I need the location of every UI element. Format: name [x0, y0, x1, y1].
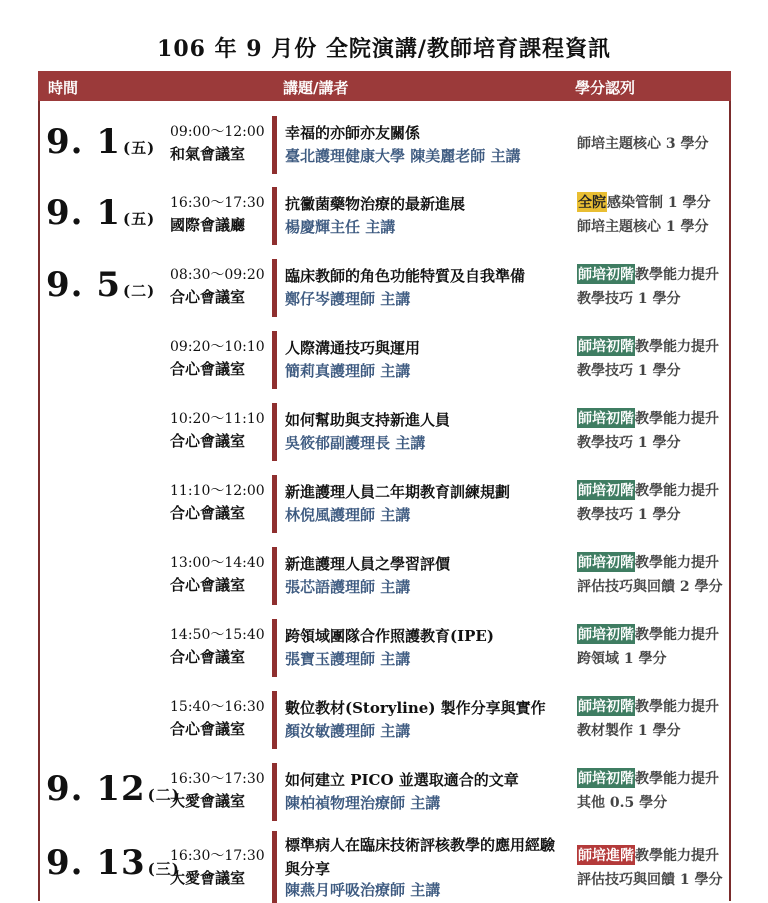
session-room: 合心會議室	[170, 720, 246, 738]
session-row	[40, 831, 729, 903]
session-credit-detail: 教學技巧 1 學分	[577, 363, 681, 379]
session-credit-detail: 評估技巧與回饋 2 學分	[577, 579, 723, 595]
session-credit-category: 師培初階教學能力提升	[577, 264, 719, 284]
row-divider	[272, 403, 277, 461]
session-credit-detail: 其他 0.5 學分	[577, 795, 668, 811]
row-divider	[272, 475, 277, 533]
session-room: 合心會議室	[170, 648, 246, 666]
session-credit-detail: 教材製作 1 學分	[577, 723, 681, 739]
session-topic: 如何建立 PICO 並選取適合的文章	[285, 771, 519, 789]
session-row	[40, 259, 729, 321]
session-time: 09:00～12:00	[170, 124, 265, 140]
row-divider	[272, 187, 277, 245]
session-credit-detail: 評估技巧與回饋 1 學分	[577, 872, 723, 888]
table-right-border	[729, 101, 731, 901]
session-room: 大愛會議室	[170, 792, 246, 810]
session-row	[40, 619, 729, 681]
session-room: 合心會議室	[170, 432, 246, 450]
session-time: 10:20～11:10	[170, 411, 265, 427]
session-weekday: (二)	[123, 282, 156, 300]
session-topic: 如何幫助與支持新進人員	[285, 411, 451, 429]
session-credit-category: 師培初階教學能力提升	[577, 480, 719, 500]
session-credit-detail: 教學技巧 1 學分	[577, 291, 681, 307]
session-credit-category: 師培初階教學能力提升	[577, 768, 719, 788]
row-divider	[272, 331, 277, 389]
row-divider	[272, 547, 277, 605]
session-room: 大愛會議室	[170, 869, 246, 887]
session-weekday: (二)	[147, 786, 180, 804]
session-weekday: (五)	[123, 139, 156, 157]
session-speaker: 鄭仔岑護理師 主講	[285, 290, 411, 308]
session-credit-detail: 教學技巧 1 學分	[577, 507, 681, 523]
session-weekday: (三)	[147, 860, 180, 878]
credit-badge: 師培進階	[577, 845, 635, 865]
session-time: 11:10～12:00	[170, 483, 265, 499]
session-speaker: 張芯語護理師 主講	[285, 578, 411, 596]
session-credit-detail: 師培主題核心 1 學分	[577, 219, 709, 235]
session-speaker: 張寶玉護理師 主講	[285, 650, 411, 668]
session-time: 08:30～09:20	[170, 267, 265, 283]
session-row	[40, 116, 729, 178]
session-credit-category: 師培初階教學能力提升	[577, 696, 719, 716]
page-title: 106 年 9 月份 全院演講/教師培育課程資訊	[157, 36, 611, 62]
session-date: 9. 1 (五)	[46, 122, 156, 162]
session-topic: 標準病人在臨床技術評核教學的應用經驗與分享	[285, 836, 556, 878]
session-credit-category: 師培初階教學能力提升	[577, 336, 719, 356]
session-speaker: 陳柏禎物理治療師 主講	[285, 794, 441, 812]
session-speaker: 臺北護理健康大學 陳美麗老師 主講	[285, 147, 521, 165]
session-row	[40, 547, 729, 609]
session-topic: 跨領域團隊合作照護教育(IPE)	[285, 627, 494, 645]
session-time: 16:30～17:30	[170, 195, 265, 211]
session-speaker: 陳燕月呼吸治療師 主講	[285, 881, 441, 899]
session-row	[40, 475, 729, 537]
header-credit: 學分認列	[575, 79, 636, 97]
session-room: 合心會議室	[170, 504, 246, 522]
session-room: 合心會議室	[170, 360, 246, 378]
session-speaker: 林倪風護理師 主講	[285, 506, 411, 524]
session-topic: 新進護理人員之學習評價	[285, 555, 451, 573]
session-time: 15:40～16:30	[170, 699, 265, 715]
session-speaker: 楊慶輝主任 主講	[285, 218, 396, 236]
session-credit-detail: 跨領域 1 學分	[577, 651, 667, 667]
session-date: 9. 1 (五)	[46, 193, 156, 233]
session-credit-category: 全院感染管制 1 學分	[577, 192, 711, 212]
header-time: 時間	[48, 79, 79, 97]
session-speaker: 吳筱郁副護理長 主講	[285, 434, 426, 452]
session-date: 9. 13 (三)	[46, 843, 180, 883]
row-divider	[272, 619, 277, 677]
session-time: 09:20～10:10	[170, 339, 265, 355]
session-credit-category: 師培初階教學能力提升	[577, 624, 719, 644]
session-room: 和氣會議室	[170, 145, 246, 163]
session-date: 9. 5 (二)	[46, 265, 156, 305]
credit-badge: 師培初階	[577, 768, 635, 788]
session-row	[40, 763, 729, 825]
session-topic: 新進護理人員二年期教育訓練規劃	[285, 483, 511, 501]
session-credit: 師培主題核心 3 學分	[577, 136, 709, 152]
session-topic: 抗黴菌藥物治療的最新進展	[285, 195, 466, 213]
row-divider	[272, 259, 277, 317]
credit-badge: 師培初階	[577, 336, 635, 356]
session-row	[40, 691, 729, 753]
credit-badge: 師培初階	[577, 480, 635, 500]
session-credit-category: 師培進階教學能力提升	[577, 845, 719, 865]
header-topic: 講題/講者	[283, 79, 349, 97]
session-row	[40, 331, 729, 393]
session-speaker: 顏汝敏護理師 主講	[285, 722, 411, 740]
session-room: 合心會議室	[170, 288, 246, 306]
credit-badge: 師培初階	[577, 408, 635, 428]
row-divider	[272, 831, 277, 903]
session-topic: 人際溝通技巧與運用	[285, 339, 421, 357]
session-time: 16:30～17:30	[170, 771, 265, 787]
session-room: 合心會議室	[170, 576, 246, 594]
session-topic: 數位教材(Storyline) 製作分享與實作	[285, 699, 546, 717]
credit-badge: 師培初階	[577, 552, 635, 572]
session-row	[40, 187, 729, 249]
session-credit-category: 師培初階教學能力提升	[577, 408, 719, 428]
row-divider	[272, 763, 277, 821]
session-date: 9. 12 (二)	[46, 769, 180, 809]
session-topic: 臨床教師的角色功能特質及自我準備	[285, 267, 526, 285]
session-credit-category: 師培初階教學能力提升	[577, 552, 719, 572]
session-room: 國際會議廳	[170, 216, 246, 234]
session-time: 13:00～14:40	[170, 555, 265, 571]
credit-badge: 全院	[577, 192, 607, 212]
session-row	[40, 403, 729, 465]
session-speaker: 簡莉真護理師 主講	[285, 362, 411, 380]
credit-badge: 師培初階	[577, 264, 635, 284]
session-weekday: (五)	[123, 210, 156, 228]
session-topic: 幸福的亦師亦友關係	[285, 124, 421, 142]
session-time: 14:50～15:40	[170, 627, 265, 643]
row-divider	[272, 691, 277, 749]
session-credit-detail: 教學技巧 1 學分	[577, 435, 681, 451]
row-divider	[272, 116, 277, 174]
credit-badge: 師培初階	[577, 624, 635, 644]
session-time: 16:30～17:30	[170, 848, 265, 864]
credit-badge: 師培初階	[577, 696, 635, 716]
table-header	[38, 71, 731, 101]
